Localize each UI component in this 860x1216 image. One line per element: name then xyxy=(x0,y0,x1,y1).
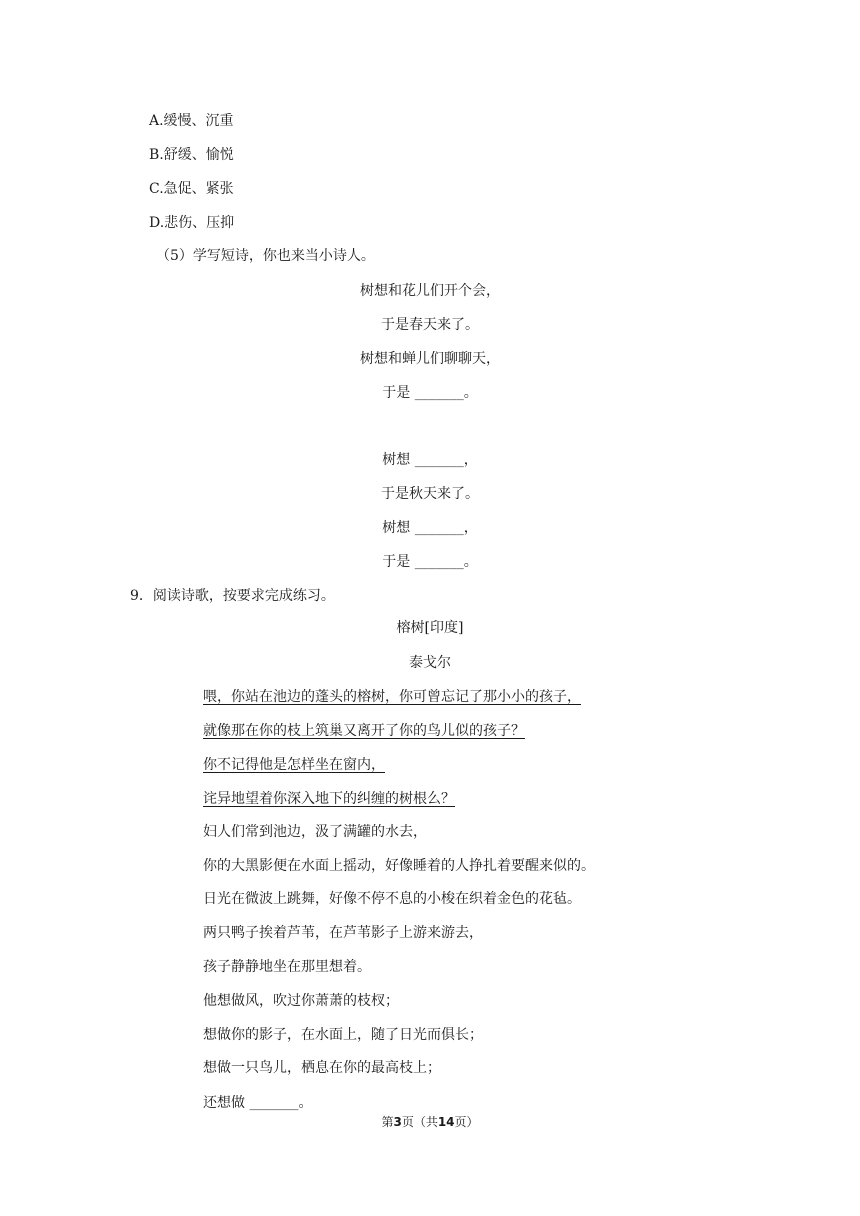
poem-line-blank: 于是 _______。 xyxy=(382,385,478,401)
poem-line-underlined: 就像那在你的枝上筑巢又离开了你的鸟儿似的孩子？ xyxy=(203,723,525,739)
poem-line: 他想做风，吹过你萧萧的枝杈； xyxy=(203,993,399,1009)
footer-page-number: 3 xyxy=(393,1115,402,1129)
footer-total-pages: 14 xyxy=(437,1115,455,1129)
poem-line: 树想和蝉儿们聊聊天， xyxy=(360,351,500,367)
poem-line: 于是春天来了。 xyxy=(381,317,479,333)
poem-line-blank: 树想 _______， xyxy=(382,520,478,536)
poem-line-underlined: 诧异地望着你深入地下的纠缠的树根么？ xyxy=(203,791,455,807)
question-9-prompt: 9．阅读诗歌，按要求完成练习。 xyxy=(130,588,335,604)
poem-author: 泰戈尔 xyxy=(409,655,451,671)
poem-line: 孩子静静地坐在那里想着。 xyxy=(203,959,371,975)
footer-suffix: 页） xyxy=(454,1115,479,1129)
footer-prefix: 第 xyxy=(381,1115,394,1129)
poem-line: 想做你的影子，在水面上，随了日光而俱长； xyxy=(203,1027,483,1043)
poem-line-blank: 树想 _______， xyxy=(382,452,478,468)
poem-line: 妇人们常到池边，汲了满罐的水去， xyxy=(203,824,427,840)
poem-line-blank: 于是 _______。 xyxy=(382,554,478,570)
poem-line: 日光在微波上跳舞，好像不停不息的小梭在织着金色的花毡。 xyxy=(203,891,581,907)
poem-line-blank: 还想做 _______。 xyxy=(203,1095,313,1111)
poem-line-underlined: 喂，你站在池边的蓬头的榕树，你可曾忘记了那小小的孩子， xyxy=(203,689,581,705)
poem-line: 你的大黑影便在水面上摇动，好像睡着的人挣扎着要醒来似的。 xyxy=(203,858,595,874)
option-d: D.悲伤、压抑 xyxy=(149,215,235,231)
poem-line: 树想和花儿们开个会， xyxy=(360,283,500,299)
option-a: A.缓慢、沉重 xyxy=(149,113,234,129)
poem-line: 两只鸭子挨着芦苇，在芦苇影子上游来游去， xyxy=(203,925,483,941)
poem-line: 想做一只鸟儿，栖息在你的最高枝上； xyxy=(203,1060,441,1076)
footer-middle: 页（共 xyxy=(401,1115,438,1129)
poem-line-underlined: 你不记得他是怎样坐在窗内， xyxy=(203,757,385,773)
option-c: C.急促、紧张 xyxy=(149,181,234,197)
question-5-prompt: （5）学写短诗，你也来当小诗人。 xyxy=(156,248,375,264)
option-b: B.舒缓、愉悦 xyxy=(149,147,234,163)
poem-line: 于是秋天来了。 xyxy=(381,486,479,502)
page-footer xyxy=(0,1112,860,1132)
poem-title: 榕树[印度] xyxy=(396,620,464,636)
